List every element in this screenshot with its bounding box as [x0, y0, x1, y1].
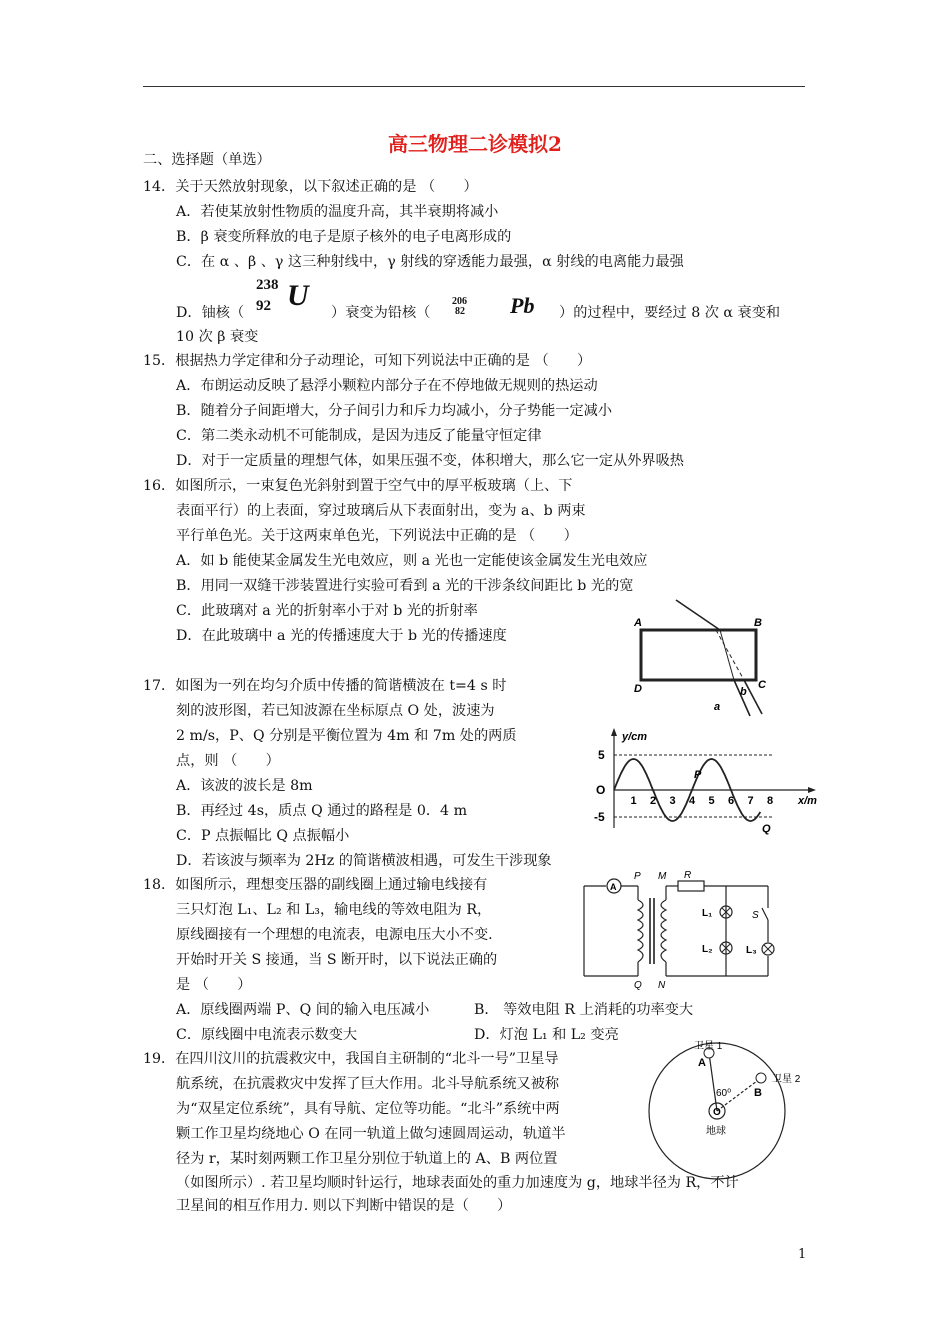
ray-label-a: a	[714, 701, 721, 713]
y-axis-label: y/cm	[622, 731, 648, 743]
q17-stem-4: 点，则 （ ）	[176, 753, 280, 769]
q19-stem-7: 卫星间的相互作用力. 则以下判断中错误的是（ ）	[176, 1198, 512, 1214]
secondary-coil	[661, 900, 666, 962]
ray-label-b: b	[740, 686, 747, 698]
pb-number: 82	[455, 306, 465, 317]
satellite-orbit-figure	[640, 1036, 820, 1186]
q18-stem-2: 三只灯泡 L₁、L₂ 和 L₃，输电线的等效电阻为 R，	[176, 902, 492, 918]
q18-stem-1: 18．如图所示，理想变压器的副线圈上通过输电线接有	[143, 877, 488, 893]
q17-option-b: B．再经过 4s，质点 Q 通过的路程是 0．4 m	[176, 803, 468, 819]
glass-plate-figure	[628, 598, 778, 720]
q15-option-c: C．第二类永动机不可能制成，是因为违反了能量守恒定律	[176, 428, 542, 444]
point-a-label: A	[698, 1057, 706, 1069]
corner-label-c: C	[758, 679, 766, 691]
terminal-q-label: Q	[634, 980, 642, 991]
resistor-r	[678, 881, 704, 891]
q19-stem-5: 径为 r，某时刻两颗工作卫星分别位于轨道上的 A、B 两位置	[176, 1151, 558, 1167]
radius-to-a	[709, 1053, 717, 1111]
q15-stem: 15．根据热力学定律和分子动理论，可知下列说法中正确的是 （ ）	[143, 353, 592, 369]
q18-stem-4: 开始时开关 S 接通，当 S 断开时，以下说法正确的	[176, 952, 498, 968]
primary-coil	[638, 900, 643, 962]
q19-stem-3: 为“双星定位系统”，具有导航、定位等功能。“北斗”系统中两	[176, 1101, 560, 1117]
point-b-label: B	[754, 1087, 762, 1099]
y-tick-5: 5	[598, 748, 605, 762]
lamp-l3-label: L₃	[746, 945, 757, 956]
q14-option-a: A．若使某放射性物质的温度升高，其半衰期将减小	[176, 204, 499, 220]
x-tick-3: 3	[669, 795, 676, 807]
page-number: 1	[798, 1247, 807, 1262]
q17-stem-2: 刻的波形图，若已知波源在坐标原点 O 处，波速为	[176, 703, 495, 719]
refracted-ray-b	[720, 630, 734, 680]
q18-stem-5: 是 （ ）	[176, 977, 252, 993]
satellite-2-label: 卫星 2	[772, 1074, 801, 1085]
angle-label: 60⁰	[716, 1088, 732, 1099]
q14-option-c: C．在 α 、β 、γ 这三种射线中，γ 射线的穿透能力最强，α 射线的电离能力最强	[176, 254, 684, 270]
q17-option-a: A．该波的波长是 8m	[176, 778, 313, 794]
u-mass: 238	[256, 277, 279, 293]
corner-label-d: D	[634, 683, 642, 695]
q16-option-d: D．在此玻璃中 a 光的传播速度大于 b 光的传播速度	[176, 628, 507, 644]
terminal-p-label: P	[634, 871, 641, 882]
satellite-1-label: 卫星 1	[694, 1041, 723, 1052]
q14-option-d-line2: 10 次 β 衰变	[176, 329, 259, 345]
q14-option-b: B．β 衰变所释放的电子是原子核外的电子电离形成的	[176, 229, 512, 245]
q19-stem-1: 19．在四川汶川的抗震救灾中，我国自主研制的“北斗一号”卫星导	[143, 1051, 559, 1067]
earth-label: 地球	[706, 1126, 726, 1137]
x-tick-2: 2	[650, 795, 657, 807]
resistor-label: R	[684, 870, 692, 881]
satellite-2	[756, 1073, 766, 1083]
q14-option-d-pre: D．铀核（	[176, 305, 245, 321]
x-axis-arrow	[808, 787, 816, 793]
glass-plate	[641, 630, 756, 680]
page-title: 高三物理二诊模拟2	[388, 132, 562, 156]
transformer-circuit-figure	[576, 868, 782, 992]
y-axis-arrow	[611, 728, 617, 736]
q16-option-b: B．用同一双缝干涉装置进行实验可看到 a 光的干涉条纹间距比 b 光的宽	[176, 578, 634, 594]
q14-option-d-post: ）的过程中，要经过 8 次 α 衰变和	[559, 305, 781, 321]
q19-stem-2: 航系统，在抗震救灾中发挥了巨大作用。北斗导航系统又被称	[176, 1076, 560, 1092]
q14-option-d-mid: ）衰变为铅核（	[331, 305, 431, 321]
corner-label-b: B	[754, 617, 762, 629]
point-p-label: P	[694, 769, 702, 781]
header-rule	[143, 86, 805, 87]
q15-option-b: B．随着分子间距增大，分子间引力和斥力均减小，分子势能一定减小	[176, 403, 613, 419]
q18-stem-3: 原线圈接有一个理想的电流表，电源电压大小不变.	[176, 927, 493, 943]
ammeter-label: A	[610, 882, 617, 892]
x-tick-4: 4	[689, 795, 696, 807]
terminal-m-label: M	[658, 871, 667, 882]
center-o-label: O	[713, 1107, 721, 1118]
u-number: 92	[256, 298, 271, 314]
pb-mass: 206	[452, 296, 467, 307]
q19-stem-6: （如图所示）. 若卫星均顺时针运行，地球表面处的重力加速度为 g，地球半径为 R，不计	[176, 1175, 739, 1191]
q17-option-c: C．P 点振幅比 Q 点振幅小	[176, 828, 350, 844]
q18-option-d: D．灯泡 L₁ 和 L₂ 变亮	[474, 1027, 619, 1043]
lamp-l2-label: L₂	[702, 944, 713, 955]
q18-option-b: B． 等效电阻 R 上消耗的功率变大	[474, 1002, 694, 1018]
x-tick-5: 5	[708, 795, 715, 807]
terminal-n-label: N	[658, 980, 666, 991]
q17-stem-1: 17．如图为一列在均匀介质中传播的简谐横波在 t=4 s 时	[143, 678, 507, 694]
wave-figure	[590, 726, 820, 840]
q16-stem-3: 平行单色光。关于这两束单色光，下列说法中正确的是 （ ）	[176, 528, 578, 544]
switch-label: S	[752, 910, 759, 921]
q17-stem-3: 2 m/s，P、Q 分别是平衡位置为 4m 和 7m 处的两质	[176, 728, 517, 744]
q16-stem-2: 表面平行）的上表面，穿过玻璃后从下表面射出，变为 a、b 两束	[176, 503, 586, 519]
pb-symbol: Pb	[510, 293, 535, 318]
lamp-l1-label: L₁	[702, 908, 713, 919]
q15-option-d: D．对于一定质量的理想气体，如果压强不变，体积增大，那么它一定从外界吸热	[176, 453, 684, 469]
q16-option-c: C．此玻璃对 a 光的折射率小于对 b 光的折射率	[176, 603, 478, 619]
y-tick-neg5: -5	[594, 810, 605, 824]
origin-label: O	[596, 783, 606, 797]
u-symbol: U	[287, 279, 309, 312]
x-axis-label: x/m	[798, 795, 817, 807]
section-heading: 二、选择题（单选）	[143, 152, 271, 168]
x-tick-8: 8	[767, 795, 774, 807]
q16-option-a: A．如 b 能使某金属发生光电效应，则 a 光也一定能使该金属发生光电效应	[176, 553, 648, 569]
q18-option-a: A．原线圈两端 P、Q 间的输入电压减小	[176, 1002, 430, 1018]
q17-option-d: D．若该波与频率为 2Hz 的简谐横波相遇，可发生干涉现象	[176, 853, 552, 869]
x-tick-6: 6	[728, 795, 735, 807]
corner-label-a: A	[634, 617, 642, 629]
q15-option-a: A．布朗运动反映了悬浮小颗粒内部分子在不停地做无规则的热运动	[176, 378, 598, 394]
incident-ray	[676, 600, 720, 630]
q16-stem-1: 16．如图所示，一束复色光斜射到置于空气中的厚平板玻璃（上、下	[143, 478, 573, 494]
x-tick-7: 7	[747, 795, 754, 807]
q14-stem: 14．关于天然放射现象，以下叙述正确的是 （ ）	[143, 179, 478, 195]
x-tick-1: 1	[630, 795, 637, 807]
q18-option-c: C．原线圈中电流表示数变大	[176, 1027, 358, 1043]
q19-stem-4: 颗工作卫星均绕地心 O 在同一轨道上做匀速圆周运动，轨道半	[176, 1126, 566, 1142]
switch-s	[762, 908, 768, 920]
refracted-ray-a	[716, 630, 744, 680]
point-q-label: Q	[762, 823, 771, 835]
